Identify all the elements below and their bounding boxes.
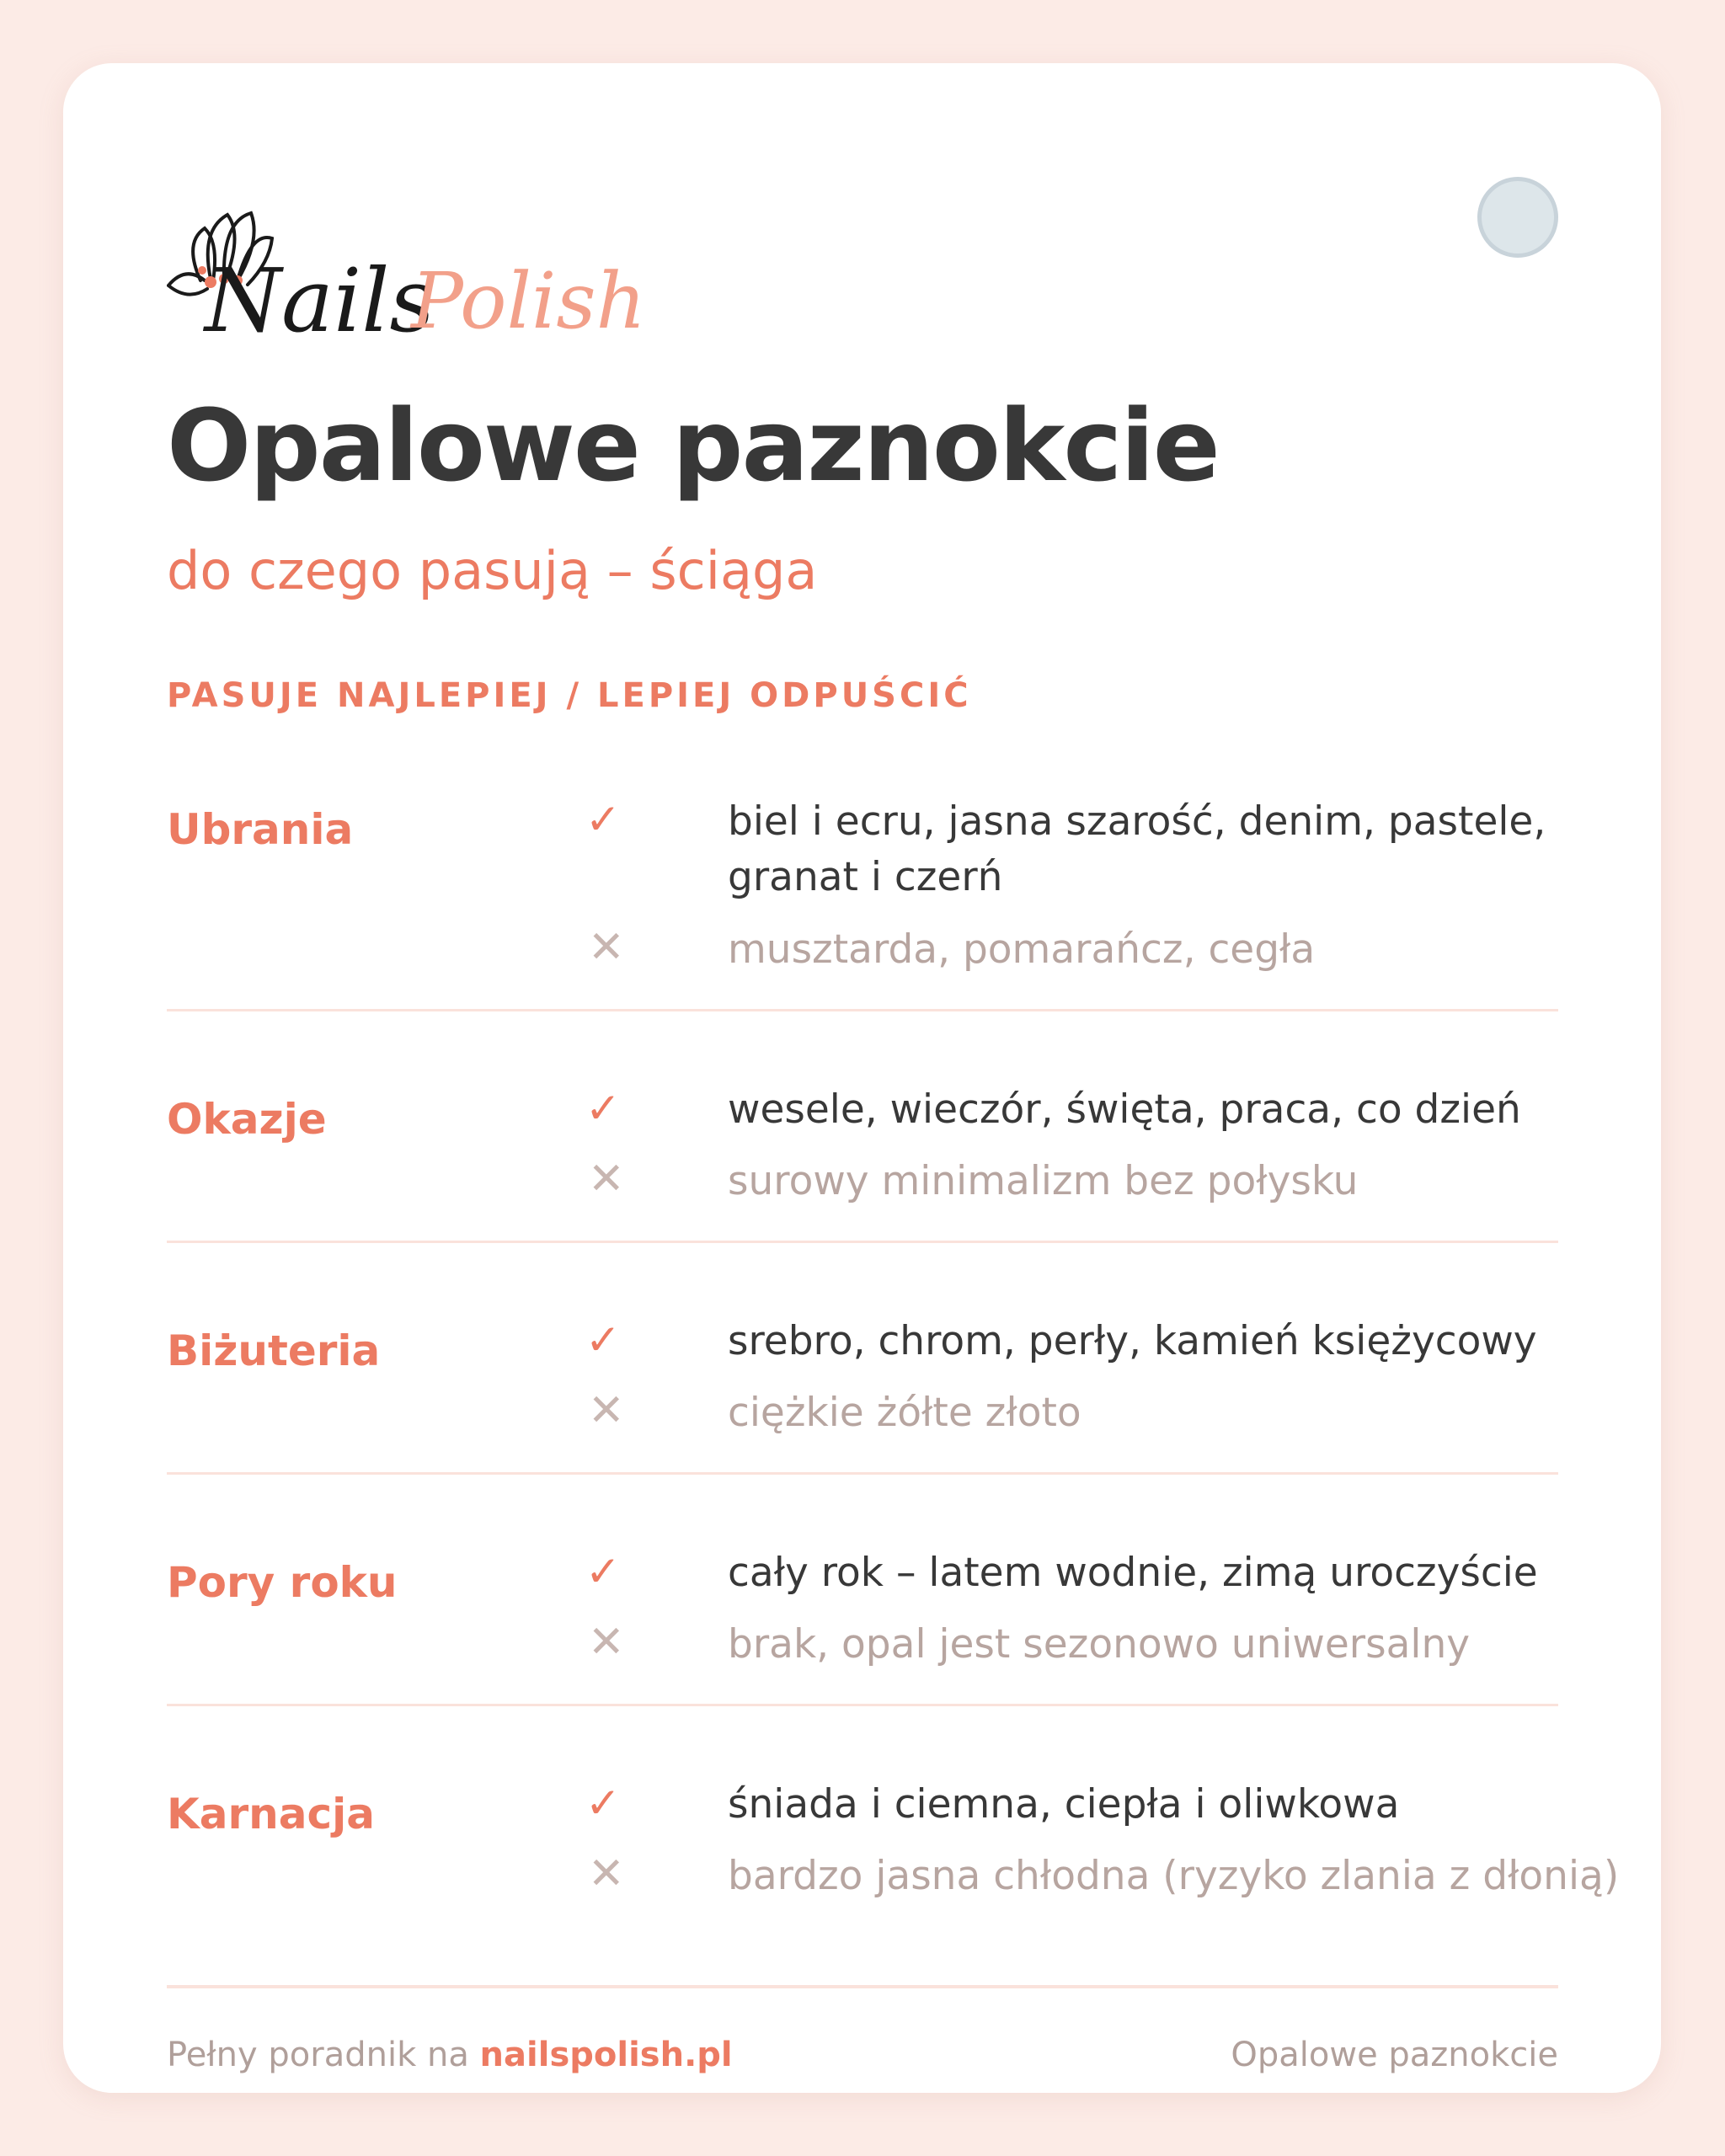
row-divider	[167, 1472, 1558, 1475]
cheat-sheet-card	[63, 63, 1661, 2093]
check-icon: ✓	[585, 1779, 621, 1828]
nailspolish-logo	[167, 163, 672, 348]
row-divider	[167, 1241, 1558, 1243]
recommended-text-line: biel i ecru, jasna szarość, denim, pastele,	[728, 798, 1546, 845]
recommended-text-line: granat i czerń	[728, 854, 1003, 900]
category-label-pory-roku: Pory roku	[167, 1558, 398, 1607]
avoid-text-okazje: surowy minimalizm bez połysku	[728, 1158, 1359, 1204]
cross-icon: ✕	[588, 1849, 625, 1899]
category-label-karnacja: Karnacja	[167, 1790, 375, 1838]
recommended-text-karnacja: śniada i ciemna, ciepła i oliwkowa	[728, 1781, 1400, 1828]
footer-prefix: Pełny poradnik na	[167, 2036, 480, 2074]
cross-icon: ✕	[588, 922, 625, 973]
recommended-text-ubrania	[728, 794, 1553, 905]
check-icon: ✓	[585, 1084, 621, 1133]
check-icon: ✓	[585, 1315, 621, 1364]
avoid-text-pory-roku: brak, opal jest sezonowo uniwersalny	[728, 1621, 1471, 1668]
footer-site-link[interactable]: nailspolish.pl	[479, 2036, 733, 2074]
logo-graphic	[167, 163, 672, 348]
avoid-text-bizuteria: ciężkie żółte złoto	[728, 1390, 1081, 1436]
avoid-text-karnacja: bardzo jasna chłodna (ryzyko zlania z dłonią)	[728, 1853, 1620, 1899]
section-label: PASUJE NAJLEPIEJ / LEPIEJ ODPUŚCIĆ	[167, 676, 972, 715]
card-content	[167, 63, 1620, 2093]
cross-icon: ✕	[588, 1385, 625, 1436]
recommended-text-okazje: wesele, wieczór, święta, praca, co dzień	[728, 1086, 1521, 1133]
cross-icon: ✕	[588, 1154, 625, 1204]
category-label-bizuteria: Biżuteria	[167, 1326, 381, 1375]
opal-color-swatch	[1477, 177, 1558, 258]
page-title: Opalowe paznokcie	[167, 387, 1219, 504]
footer-topic: Opalowe paznokcie	[1231, 2036, 1558, 2074]
category-label-okazje: Okazje	[167, 1095, 327, 1144]
category-label-ubrania: Ubrania	[167, 805, 354, 854]
logo-word-polish: Polish	[411, 256, 646, 346]
row-divider	[167, 1009, 1558, 1011]
avoid-text-ubrania: musztarda, pomarańcz, cegła	[728, 926, 1316, 973]
recommended-text-bizuteria: srebro, chrom, perły, kamień księżycowy	[728, 1318, 1537, 1364]
check-icon: ✓	[585, 1547, 621, 1596]
check-icon: ✓	[585, 795, 621, 844]
page-subtitle: do czego pasują – ściąga	[167, 540, 818, 601]
footer-source	[167, 2038, 733, 2072]
footer-divider	[167, 1985, 1558, 1988]
logo-word-nails: Nails	[205, 249, 435, 348]
recommended-text-pory-roku: cały rok – latem wodnie, zimą uroczyście	[728, 1550, 1538, 1596]
row-divider	[167, 1704, 1558, 1706]
cross-icon: ✕	[588, 1617, 625, 1668]
